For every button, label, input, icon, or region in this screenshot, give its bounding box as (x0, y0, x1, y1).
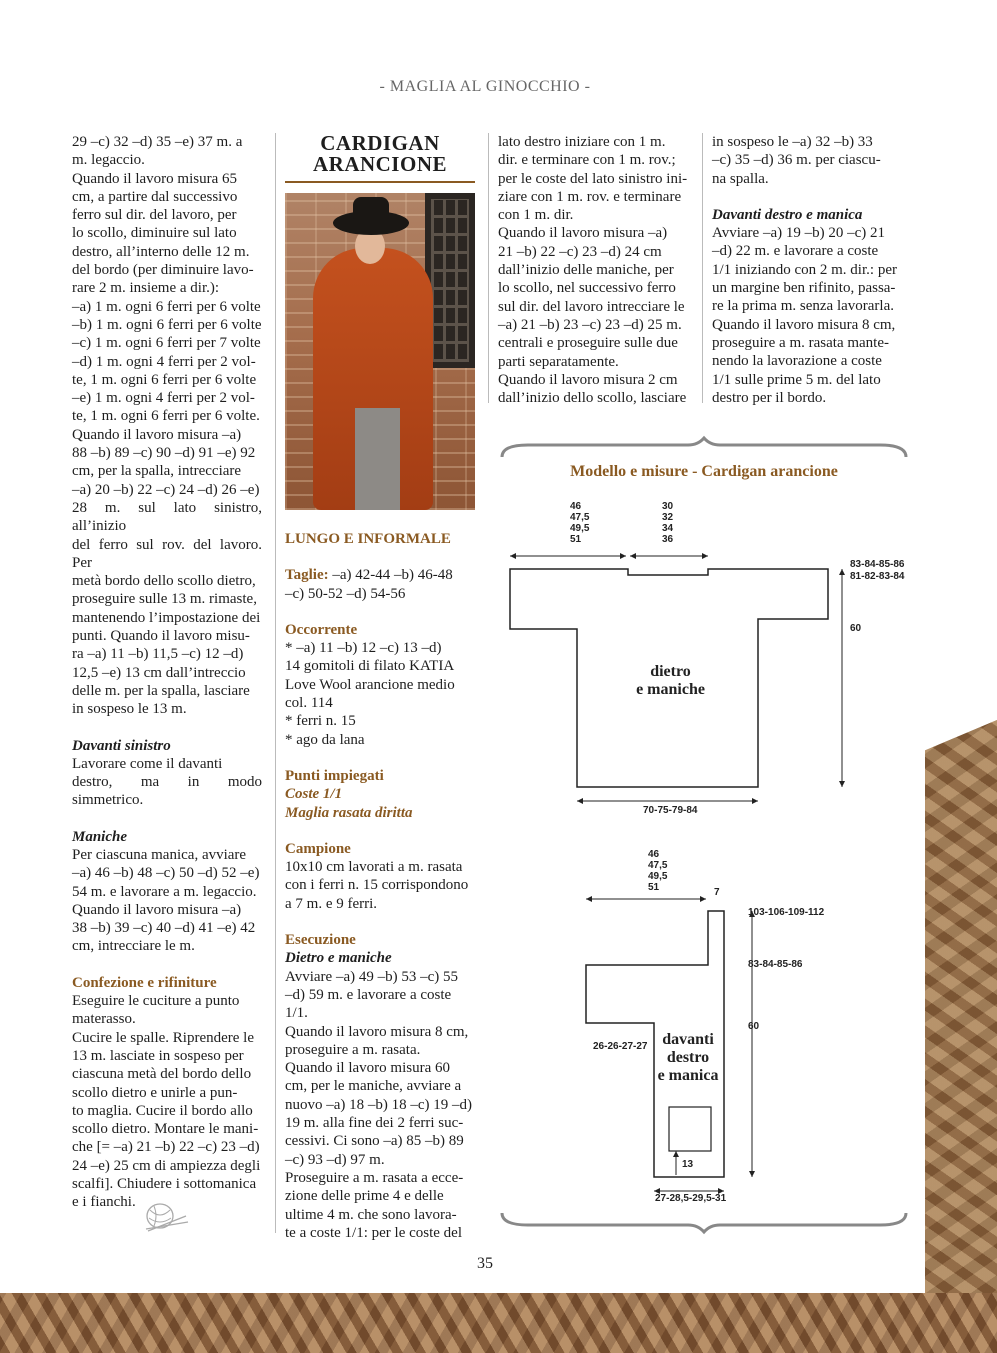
text-line: Proseguire a m. rasata a ecce- (285, 1169, 464, 1186)
front-sleeve-size-c: 49,5 (648, 871, 668, 882)
front-body-length: 60 (748, 1021, 760, 1032)
text-line: 13 m. lasciate in sospeso per (72, 1047, 244, 1064)
front-sleeve-height: 26-26-27-27 (593, 1041, 648, 1052)
text-line: proseguire sulle 13 m. rimaste, (72, 591, 257, 608)
text-line: rare 2 m. insieme a dir.): (72, 280, 220, 297)
text-line: –b) 1 m. ogni 6 ferri per 6 volte (72, 316, 262, 333)
text-line: 38 –b) 39 –c) 40 –d) 41 –e) 42 (72, 920, 256, 937)
text-line: ziare con 1 m. rov. e terminare (498, 188, 682, 205)
front-sleeve-size-a: 46 (648, 849, 660, 860)
text-line: cm, a partire dal successivo (72, 188, 238, 205)
back-body-length: 60 (850, 623, 862, 634)
text-line: –a) 20 –b) 22 –c) 24 –d) 26 –e) (72, 481, 260, 498)
text-line: centrali e proseguire sulle due (498, 335, 678, 352)
front-sleeve-width (648, 849, 667, 893)
text-line: to maglia. Cucire il bordo allo (72, 1102, 253, 1119)
back-total-length-1: 83-84-85-86 (850, 559, 905, 570)
text-line: –a) 46 –b) 48 –c) 50 –d) 52 –e) (72, 865, 260, 882)
text-line: cessivi. Ci sono –a) 85 –b) 89 (285, 1133, 464, 1150)
text-line: delle m. per la spalla, lasciare (72, 682, 250, 699)
back-piece-label (618, 663, 723, 699)
text-line: materasso. (72, 1011, 136, 1028)
column-1 (72, 133, 262, 1212)
text-line: ferro sul dir. del lavoro, per (72, 207, 237, 224)
subtitle: LUNGO E INFORMALE (285, 531, 451, 547)
text-line: in sospeso le 13 m. (72, 701, 187, 718)
running-header: - MAGLIA AL GINOCCHIO - (379, 78, 591, 95)
text-line: Quando il lavoro misura 8 cm, (285, 1023, 469, 1040)
occorrente-item: Love Wool arancione medio (285, 676, 455, 693)
col3-text (498, 133, 688, 407)
section-davanti-destro: Davanti destro e manica (712, 206, 863, 223)
front-sleeve-size-d: 51 (648, 882, 660, 893)
text-line: 10x10 cm lavorati a m. rasata (285, 859, 463, 876)
text-line: proseguire a m. rasata mante- (712, 334, 890, 351)
text-line: destro per il bordo. (712, 389, 827, 406)
text-line: 21 –b) 22 –c) 23 –d) 24 cm (498, 243, 662, 260)
text-line: ciascuna metà del bordo dello (72, 1066, 252, 1083)
text-line: cm, per la spalla, intrecciare (72, 463, 242, 480)
column-3 (498, 133, 688, 407)
text-line: scollo dietro e unirle a pun- (72, 1084, 238, 1101)
punto-coste: Coste 1/1 (285, 786, 343, 803)
text-line: –d) 59 m. e lavorare a coste (285, 986, 452, 1003)
section-occorrente: Occorrente (285, 621, 358, 638)
text-line: –d) 22 m. e lavorare a coste (712, 243, 879, 260)
text-line: mantenendo l’impostazione dei (72, 609, 261, 626)
back-total-length-2: 81-82-83-84 (850, 571, 905, 582)
back-neck-size-a: 30 (662, 501, 674, 512)
text-line: cm, intrecciare le m. (72, 938, 195, 955)
campione-text (285, 858, 475, 913)
text-line: –c) 35 –d) 36 m. per ciascu- (712, 152, 881, 169)
text-line: Quando il lavoro misura 2 cm (498, 371, 678, 388)
back-neck-size-c: 34 (662, 523, 674, 534)
back-neck-size-b: 32 (662, 512, 674, 523)
text-line: del ferro sul rov. del lavoro. Per (72, 536, 262, 571)
back-sleeve-size-a: 46 (570, 501, 582, 512)
back-label-line-1: dietro (650, 663, 691, 680)
title-line-2: ARANCIONE (312, 152, 447, 176)
text-line: te a coste 1/1: per le coste del (285, 1224, 463, 1241)
text-line: ra –a) 11 –b) 11,5 –c) 12 –d) (72, 646, 244, 663)
section-confezione: Confezione e rifiniture (72, 974, 217, 991)
back-neck-width (662, 501, 673, 545)
text-line: 29 –c) 32 –d) 35 –e) 37 m. a (72, 134, 243, 150)
text-line: 24 –e) 25 cm di ampiezza degli (72, 1157, 261, 1174)
occorrente-list (285, 639, 475, 749)
text-line: cm, per le maniche, avviare a (285, 1078, 462, 1095)
text-line: 88 –b) 89 –c) 90 –d) 91 –e) 92 (72, 445, 256, 462)
front-label-line-3: e manica (657, 1067, 719, 1084)
front-band-width: 7 (714, 887, 720, 898)
text-line: –d) 1 m. ogni 4 ferri per 2 vol- (72, 353, 256, 370)
text-line: destro, all’interno delle 12 m. (72, 243, 250, 260)
front-total-length: 103-106-109-112 (748, 907, 825, 918)
punto-rasata: Maglia rasata diritta (285, 804, 413, 821)
text-line: per le coste del lato sinistro ini- (498, 170, 688, 187)
text-line: te, 1 m. ogni 6 ferri per 6 volte. (72, 408, 260, 425)
text-line: con i ferri n. 15 corrispondono (285, 877, 469, 894)
front-label-line-1: davanti (662, 1031, 714, 1048)
pattern-diagram (498, 435, 910, 1235)
text-line: con 1 m. dir. (498, 207, 574, 224)
text-line: Lavorare come il davanti (72, 755, 223, 772)
back-sleeve-size-c: 49,5 (570, 523, 590, 534)
section-campione: Campione (285, 840, 351, 857)
text-line: na spalla. (712, 170, 769, 187)
text-line: un margine ben rifinito, passa- (712, 280, 896, 297)
text-line: 1/1. (285, 1005, 308, 1022)
taglie-line-1 (285, 566, 475, 584)
text-line: del bordo (per diminuire lavo- (72, 262, 254, 279)
schematic-drawing (498, 435, 910, 1235)
text-line: sul dir. del lavoro intrecciare le (498, 298, 685, 315)
title-rule (285, 181, 475, 183)
section-punti: Punti impiegati (285, 767, 384, 784)
text-line: –e) 1 m. ogni 4 ferri per 2 vol- (72, 390, 255, 407)
title-line-1: CARDIGAN (320, 131, 440, 155)
esecuzione-text (285, 968, 475, 1242)
text-line: m. legaccio. (72, 152, 145, 169)
text-line: Eseguire le cuciture a punto (72, 993, 240, 1010)
text-line: Quando il lavoro misura –a) (72, 901, 242, 918)
section-maniche: Maniche (72, 828, 128, 845)
text-line: nuovo –a) 18 –b) 18 –c) 19 –d) (285, 1096, 473, 1113)
text-line: 54 m. e lavorare a m. legaccio. (72, 883, 257, 900)
text-line: che [= –a) 21 –b) 22 –c) 23 –d) (72, 1139, 260, 1156)
text-line: a 7 m. e 9 ferri. (285, 895, 378, 912)
text-line: Quando il lavoro misura 8 cm, (712, 316, 896, 333)
text-line: –c) 1 m. ogni 6 ferri per 7 volte (72, 335, 261, 352)
text-line: destro, ma in modo simmetrico. (72, 774, 262, 809)
taglie-label: Taglie: (285, 567, 329, 584)
pocket-measure: 13 (682, 1159, 694, 1170)
maniche-text (72, 846, 262, 956)
back-sleeve-size-d: 51 (570, 534, 582, 545)
column-divider (488, 133, 489, 403)
text-line: Quando il lavoro misura 65 (72, 170, 237, 187)
diagram-title: Modello e misure - Cardigan arancione (570, 463, 838, 480)
text-line: re la prima m. senza lavorarla. (712, 298, 894, 315)
back-sleeve-size-b: 47,5 (570, 512, 590, 523)
text-line: Cucire le spalle. Riprendere le (72, 1029, 255, 1046)
text-line: lo scollo, nel successivo ferro (498, 280, 676, 297)
occorrente-item: * ferri n. 15 (285, 713, 356, 730)
hat (333, 211, 409, 235)
front-sleeve-top: 83-84-85-86 (748, 959, 803, 970)
column-2 (285, 133, 475, 1242)
section-davanti-sinistro: Davanti sinistro (72, 737, 171, 754)
column-divider (702, 133, 703, 403)
text-line: dall’inizio delle maniche, per (498, 262, 674, 279)
front-bottom-width: 27-28,5-29,5-31 (655, 1193, 727, 1204)
text-line: scalfi]. Chiudere i sottomanica (72, 1176, 257, 1193)
text-line: Per ciascuna manica, avviare (72, 846, 247, 863)
text-line: –a) 21 –b) 23 –c) 23 –d) 25 m. (498, 316, 682, 333)
col1-text (72, 133, 262, 719)
text-line: 28 m. sul lato sinistro, all’inizio (72, 499, 262, 535)
yarn-ball-icon (140, 1198, 190, 1232)
knit-texture-bottom (0, 1293, 997, 1353)
confezione-text (72, 992, 262, 1212)
section-esecuzione: Esecuzione (285, 932, 356, 949)
text-line: –c) 93 –d) 97 m. (285, 1151, 385, 1168)
text-line: Quando il lavoro misura –a) (498, 225, 668, 242)
text-line: –a) 1 m. ogni 6 ferri per 6 volte (72, 298, 261, 315)
text-line: metà bordo dello scollo dietro, (72, 573, 256, 590)
text-line: Avviare –a) 19 –b) 20 –c) 21 (712, 225, 885, 242)
text-line: scollo dietro. Montare le mani- (72, 1121, 259, 1138)
text-line: nendo la lavorazione a coste (712, 353, 882, 370)
text-line: e i fianchi. (72, 1194, 136, 1211)
back-sleeve-width (570, 501, 589, 545)
taglie-line-2: –c) 50-52 –d) 54-56 (285, 585, 406, 602)
front-label-line-2: destro (666, 1049, 710, 1066)
occorrente-item: 14 gomitoli di filato KATIA (285, 658, 455, 675)
front-sleeve-size-b: 47,5 (648, 860, 668, 871)
model-photo (285, 193, 475, 510)
column-4 (712, 133, 902, 407)
text-line: 1/1 sulle prime 5 m. del lato (712, 371, 881, 388)
text-line: parti separatamente. (498, 353, 619, 370)
taglie-text: –a) 42-44 –b) 46-48 (328, 567, 453, 584)
text-line: dall’inizio dello scollo, lasciare (498, 390, 687, 407)
col4-text (712, 133, 902, 188)
davanti-destro-text (712, 224, 902, 407)
text-line: proseguire a m. rasata. (285, 1041, 421, 1058)
page-number: 35 (477, 1255, 493, 1272)
occorrente-item: * ago da lana (285, 731, 365, 748)
back-neck-size-d: 36 (662, 534, 674, 545)
text-line: in sospeso le –a) 32 –b) 33 (712, 134, 873, 150)
text-line: 1/1 iniziando con 2 m. dir.: per (712, 261, 897, 278)
text-line: lo scollo, diminuire sul lato (72, 225, 237, 242)
text-line: te, 1 m. ogni 6 ferri per 6 volte (72, 371, 257, 388)
section-dietro-maniche: Dietro e maniche (285, 950, 392, 967)
skirt (355, 408, 400, 510)
text-line: zione delle prime 4 e delle (285, 1188, 444, 1205)
text-line: Avviare –a) 49 –b) 53 –c) 55 (285, 968, 458, 985)
text-line: ultime 4 m. che sono lavora- (285, 1206, 457, 1223)
text-line: lato destro iniziare con 1 m. (498, 134, 666, 150)
back-bottom-width: 70-75-79-84 (643, 805, 698, 816)
text-line: Quando il lavoro misura –a) (72, 426, 242, 443)
column-divider (275, 133, 276, 1233)
article-title (285, 133, 475, 175)
text-line: dir. e terminare con 1 m. rov.; (498, 152, 676, 169)
occorrente-item: * –a) 11 –b) 12 –c) 13 –d) (285, 640, 442, 657)
occorrente-item: col. 114 (285, 695, 333, 712)
text-line: 19 m. alla fine dei 2 ferri suc- (285, 1115, 464, 1132)
text-line: punti. Quando il lavoro misu- (72, 628, 250, 645)
front-piece-label (648, 1031, 728, 1085)
back-label-line-2: e maniche (636, 681, 705, 698)
text-line: 12,5 –e) 13 cm dall’intreccio (72, 664, 246, 681)
text-line: Quando il lavoro misura 60 (285, 1060, 450, 1077)
davanti-sinistro-text (72, 755, 262, 810)
